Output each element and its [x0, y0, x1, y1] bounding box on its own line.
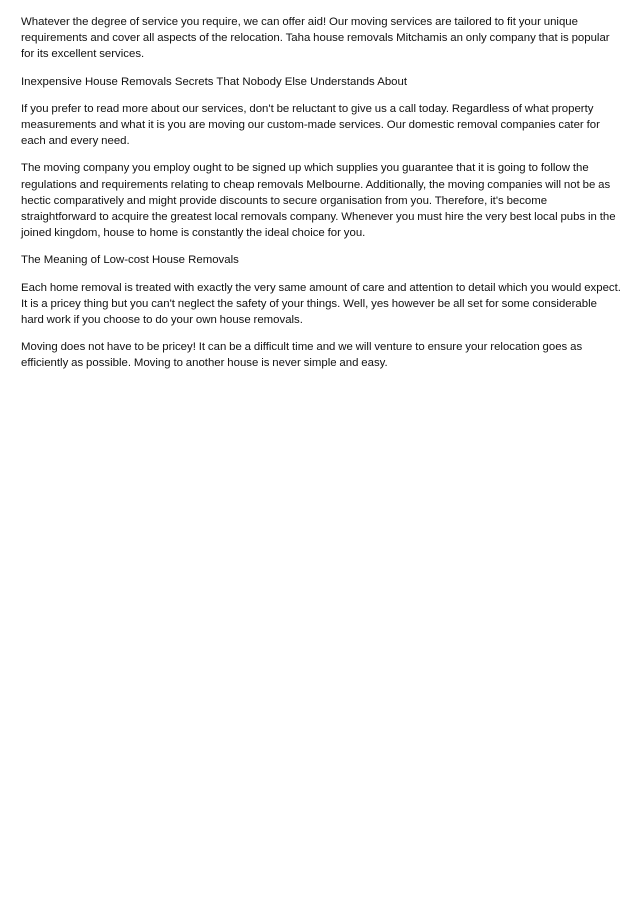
paragraph-home-removal-care: Each home removal is treated with exactly the very same amount of care and attention to detail which you would expect. It is a pricey thing but you can't neglect the safety of your things. Well, yes however be all set for some considerable hard work if you choose to do your own house removals.	[21, 281, 621, 327]
heading-inexpensive-removals: Inexpensive House Removals Secrets That Nobody Else Understands About	[21, 75, 408, 88]
paragraph-services-contact: If you prefer to read more about our services, don't be reluctant to give us a call today. Regardless of what property measurements and what it is you are moving our custom-made services. Our domestic removal companies cater for each and every need.	[21, 102, 600, 148]
paragraph-service-intro: Whatever the degree of service you require, we can offer aid! Our moving services are tailored to fit your unique requirements and cover all aspects of the relocation. Taha house removals Mitchamis an only company that is popular for its excellent services.	[21, 16, 610, 61]
paragraph-moving-not-pricey: Moving does not have to be pricey! It can be a difficult time and we will venture to ensure your relocation goes as efficiently as possible. Moving to another house is never simple and easy.	[21, 341, 583, 370]
heading-low-cost-removals: The Meaning of Low-cost House Removals	[21, 254, 239, 267]
document-page	[21, 14, 621, 383]
paragraph-moving-company: The moving company you employ ought to be signed up which supplies you guarantee that it is going to follow the regulations and requirements relating to cheap removals Melbourne. Additionally, the moving companies will not be as hectic comparatively and might provide discounts to secure organisation from you. Therefore, it's become straightforward to acquire the greatest local removals company. Whenever you must hire the very best local pubs in the joined kingdom, house to home is constantly the ideal choice for you.	[21, 162, 616, 240]
